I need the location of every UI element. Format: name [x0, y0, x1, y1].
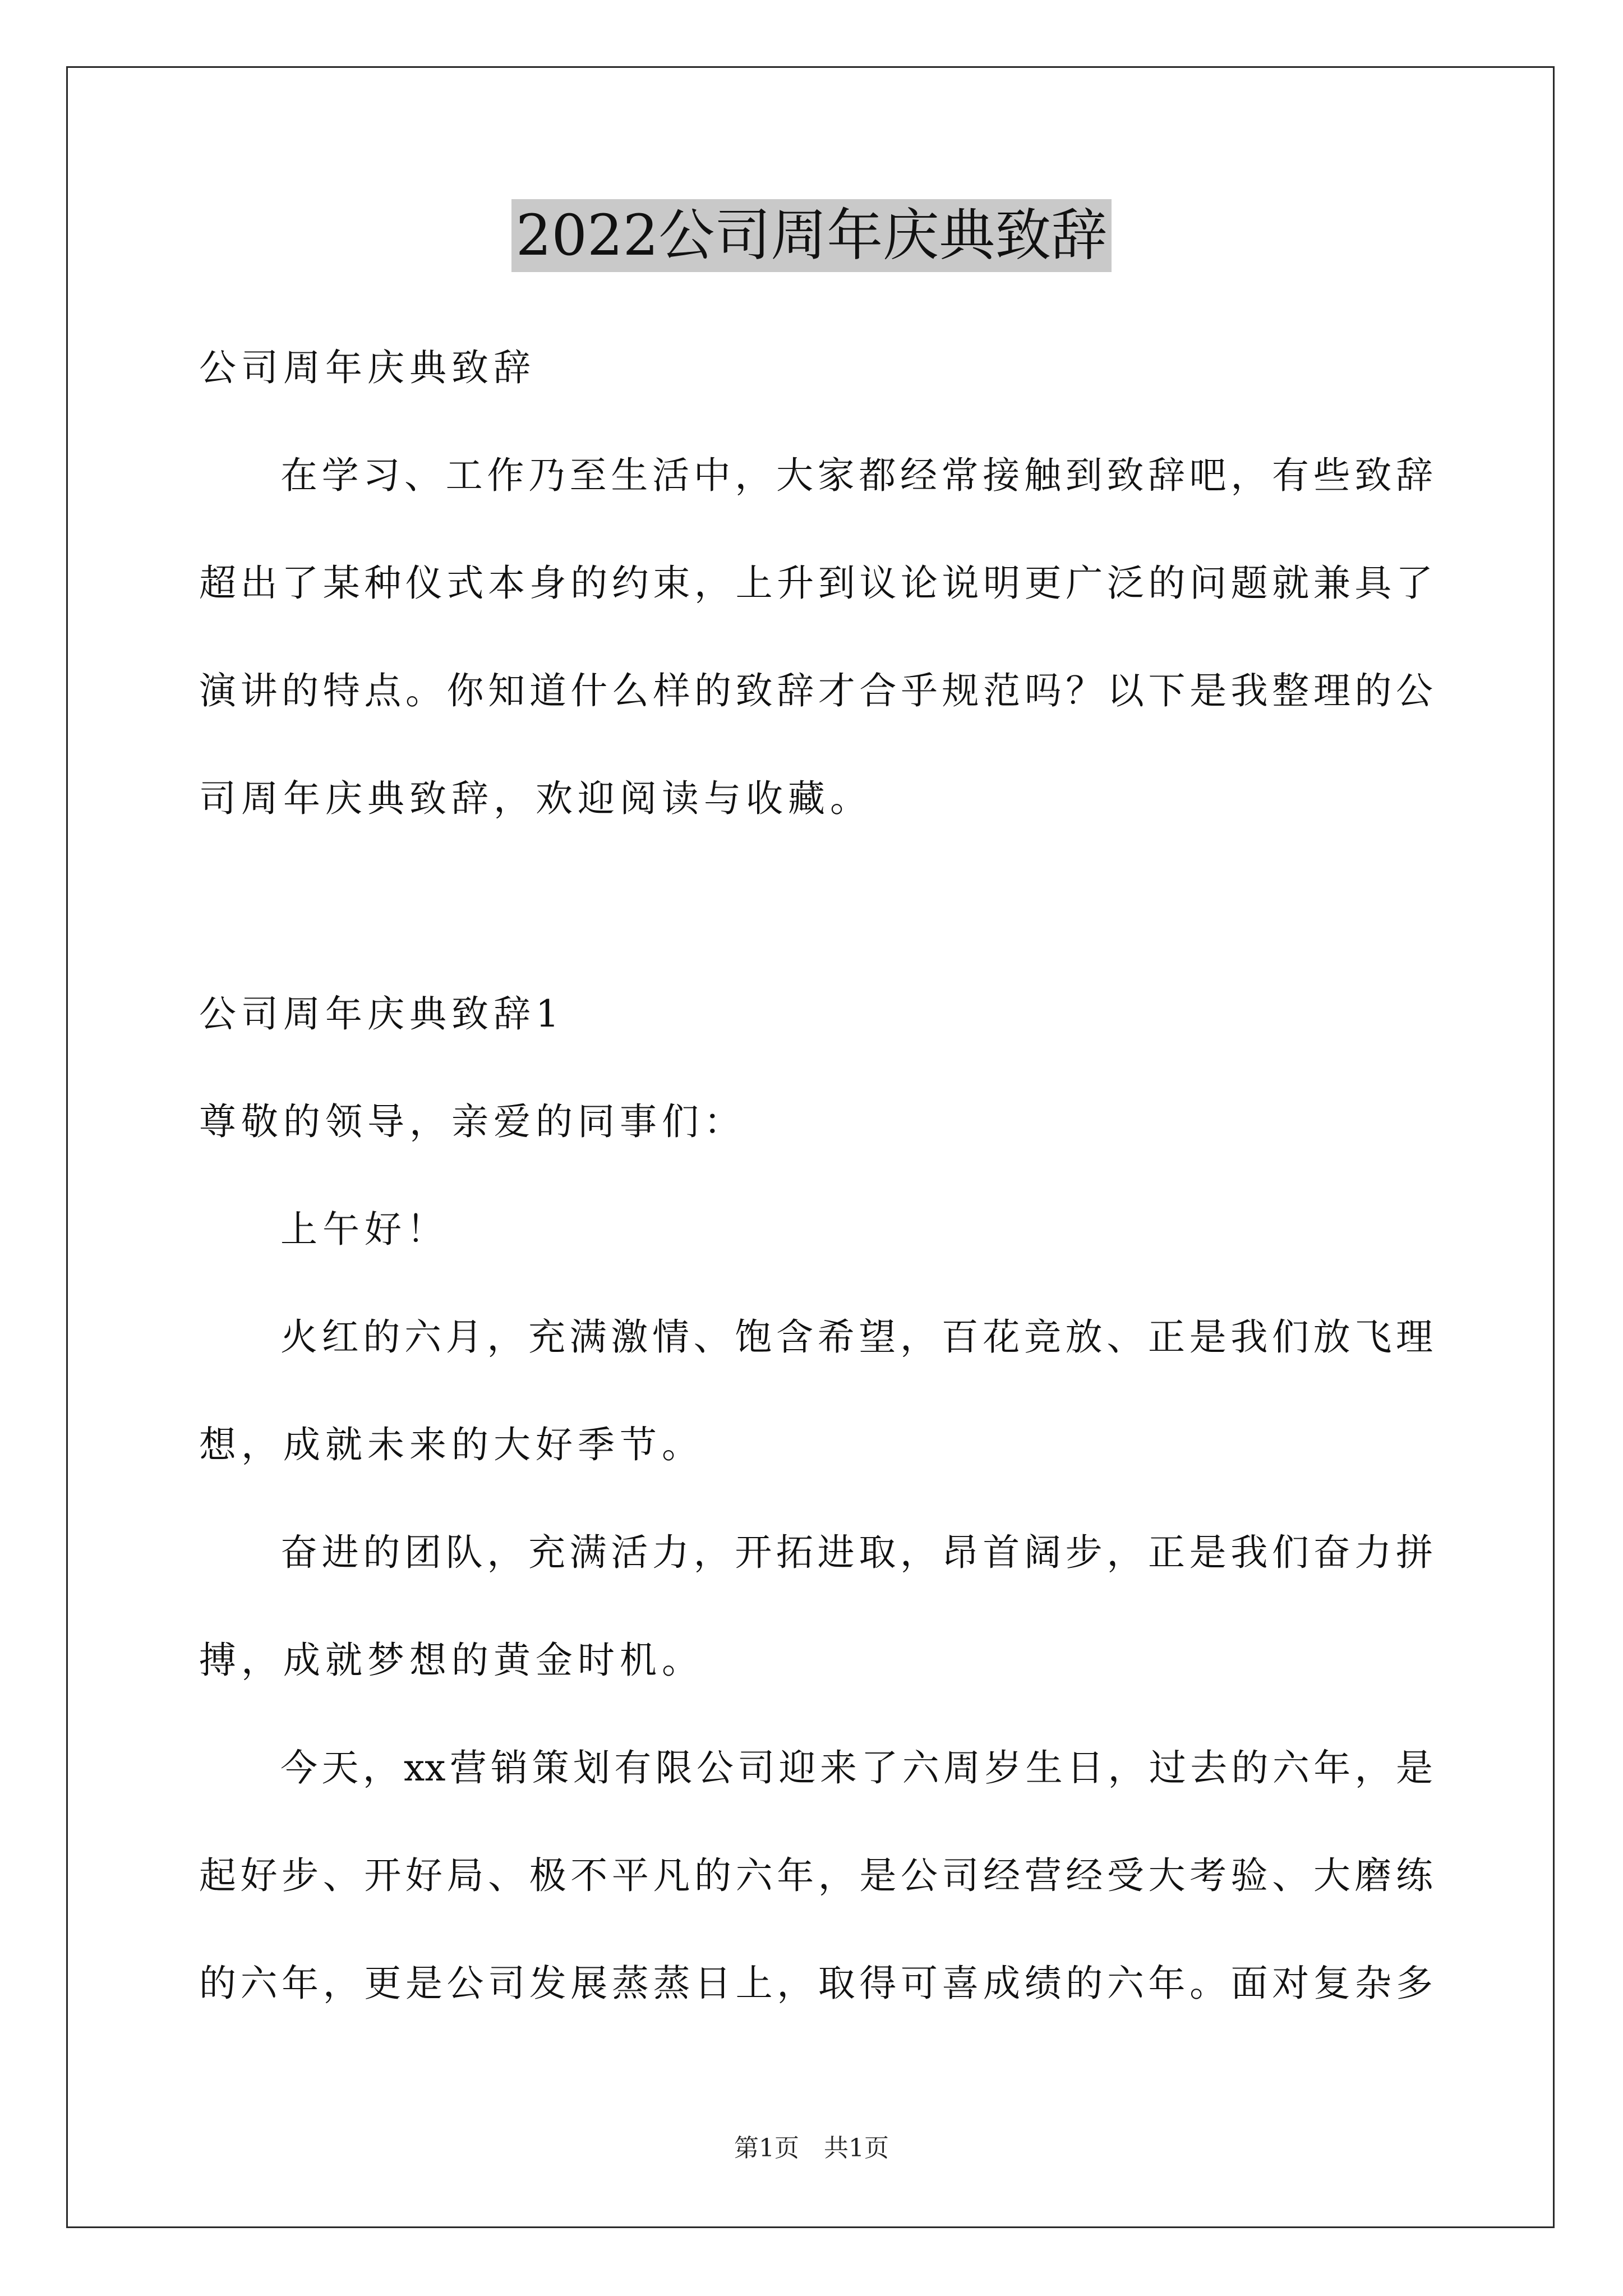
paragraph-line: 超出了某种仪式本身的约束，上升到议论说明更广泛的问题就兼具了 — [199, 562, 1433, 605]
salutation-line: 尊敬的领导，亲爱的同事们： — [199, 1100, 746, 1143]
document-body — [199, 314, 1433, 2037]
paragraph-line: 的六年，更是公司发展蒸蒸日上，取得可喜成绩的六年。面对复杂多 — [199, 1962, 1433, 2005]
paragraph-line: 想，成就未来的大好季节。 — [199, 1423, 704, 1466]
paragraph-line: 司周年庆典致辞，欢迎阅读与收藏。 — [199, 777, 872, 820]
paragraph-line: 起好步、开好局、极不平凡的六年，是公司经营经受大考验、大磨练 — [199, 1854, 1433, 1897]
section-heading: 公司周年庆典致辞 — [199, 346, 536, 389]
paragraph-line: 在学习、工作乃至生活中，大家都经常接触到致辞吧，有些致辞 — [280, 454, 1433, 497]
page-number: 第1页 共1页 — [734, 2134, 889, 2162]
paragraph-line: 今天，xx营销策划有限公司迎来了六周岁生日，过去的六年，是 — [280, 1746, 1433, 1789]
paragraph-line: 搏，成就梦想的黄金时机。 — [199, 1639, 704, 1682]
paragraph-line: 演讲的特点。你知道什么样的致辞才合乎规范吗？以下是我整理的公 — [199, 669, 1433, 712]
page-footer — [0, 2132, 1623, 2165]
document-title: 2022公司周年庆典致辞 — [511, 199, 1112, 272]
greeting-line: 上午好！ — [280, 1208, 449, 1251]
paragraph-line: 火红的六月，充满激情、饱含希望，百花竞放、正是我们放飞理 — [280, 1315, 1433, 1359]
title-container — [0, 199, 1623, 272]
spacer — [199, 853, 1433, 960]
section-heading: 公司周年庆典致辞1 — [199, 992, 564, 1036]
paragraph-line: 奋进的团队，充满活力，开拓进取，昂首阔步，正是我们奋力拼 — [280, 1531, 1433, 1574]
